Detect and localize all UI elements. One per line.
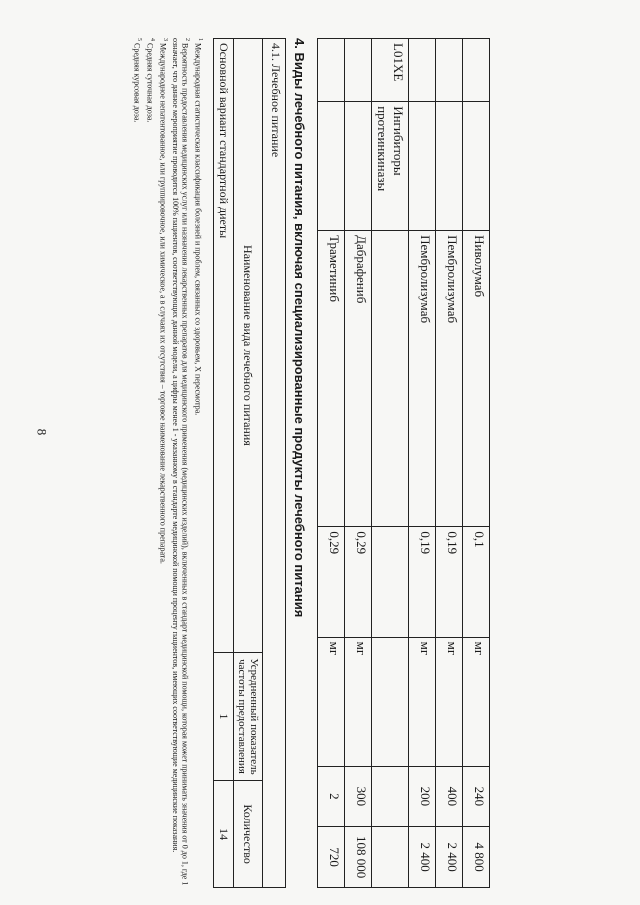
drug-unit-cell: мг xyxy=(436,637,463,766)
table-row xyxy=(463,39,490,888)
drug-daily-dose-cell: 200 xyxy=(409,766,436,827)
footnote: $^3$ Международное непатентованное, или группировочное, или химическое, а в случаях их отсутствия – торговое наименование лекарственного препарата. xyxy=(158,38,168,564)
drug-course-dose-cell xyxy=(372,827,409,888)
drug-code-cell: L01XE xyxy=(372,39,409,102)
diet-col-freq-header: Усредненный показатель частоты предоставления xyxy=(234,652,263,780)
drug-daily-dose-cell xyxy=(372,766,409,827)
drug-name-cell: Пембролизумаб xyxy=(409,231,436,527)
table-row xyxy=(318,39,345,888)
table-row xyxy=(345,39,372,888)
drug-code-cell xyxy=(345,39,372,102)
drug-frequency-cell: 0,29 xyxy=(345,527,372,637)
footnote: $^5$ Средняя курсовая доза. xyxy=(132,38,143,123)
drug-group-cell xyxy=(409,102,436,231)
drug-unit-cell: мг xyxy=(345,637,372,766)
table-row xyxy=(214,39,234,888)
drug-frequency-cell: 0,19 xyxy=(409,527,436,637)
drug-unit-cell: мг xyxy=(318,637,345,766)
diet-col-name-header: Наименование вида лечебного питания xyxy=(234,39,263,653)
drug-daily-dose-cell: 2 xyxy=(318,766,345,827)
diet-table xyxy=(213,38,286,888)
drug-code-cell xyxy=(463,39,490,102)
drug-course-dose-cell: 2 400 xyxy=(436,827,463,888)
drug-unit-cell xyxy=(372,637,409,766)
drug-daily-dose-cell: 240 xyxy=(463,766,490,827)
page-number: 8 xyxy=(34,428,50,436)
drug-table xyxy=(317,38,490,888)
drug-group-cell xyxy=(318,102,345,231)
drug-frequency-cell: 0,1 xyxy=(463,527,490,637)
drug-code-cell xyxy=(318,39,345,102)
table-row xyxy=(409,39,436,888)
drug-name-cell: Пембролизумаб xyxy=(436,231,463,527)
table-row xyxy=(372,39,409,888)
drug-group-cell: Ингибиторы протеинкиназы xyxy=(372,102,409,231)
drug-course-dose-cell: 4 800 xyxy=(463,827,490,888)
diet-freq-cell: 1 xyxy=(214,652,234,780)
landscape-content xyxy=(60,38,490,888)
drug-frequency-cell: 0,29 xyxy=(318,527,345,637)
drug-name-cell: Траметиниб xyxy=(318,231,345,527)
drug-unit-cell: мг xyxy=(409,637,436,766)
footnote: $^1$ Международная статистическая классификация болезней и проблем, связанных со здоровьем, X пересмотра. xyxy=(193,38,203,416)
drug-unit-cell: мг xyxy=(463,637,490,766)
drug-name-cell: Дабрафениб xyxy=(345,231,372,527)
diet-col-qty-header: Количество xyxy=(234,781,263,888)
drug-daily-dose-cell: 300 xyxy=(345,766,372,827)
diet-name-cell: Основной вариант стандартной диеты xyxy=(214,39,234,653)
footnotes xyxy=(132,38,205,888)
footnote: $^2$ Вероятность предоставления медицинских услуг или назначения лекарственных препаратов для медицинского применения (медицинских изделий), включенных в стандарт медицинской помощи, которая может принимать значения от 0 до 1, где 1 означает, что данное мероприятие проводится 100% пациентов, соответствующих данной модели, а цифры менее 1 - указанному в стандарте медицинской помощи проценту пациентов, имеющих соответствующие медицинские показания. xyxy=(170,38,191,886)
drug-course-dose-cell: 108 000 xyxy=(345,827,372,888)
table-row xyxy=(436,39,463,888)
drug-code-cell xyxy=(436,39,463,102)
drug-group-cell xyxy=(436,102,463,231)
footnote: $^4$ Средняя суточная доза. xyxy=(145,38,156,123)
drug-group-cell xyxy=(463,102,490,231)
drug-daily-dose-cell: 400 xyxy=(436,766,463,827)
drug-name-cell: Ниволумаб xyxy=(463,231,490,527)
section-4-heading: 4. Виды лечебного питания, включая специализированные продукты лечебного питания xyxy=(292,38,307,618)
diet-subheading: 4.1. Лечебное питание xyxy=(263,39,286,888)
drug-course-dose-cell: 720 xyxy=(318,827,345,888)
diet-qty-cell: 14 xyxy=(214,781,234,888)
drug-group-cell xyxy=(345,102,372,231)
drug-code-cell xyxy=(409,39,436,102)
drug-frequency-cell xyxy=(372,527,409,637)
drug-name-cell xyxy=(372,231,409,527)
drug-course-dose-cell: 2 400 xyxy=(409,827,436,888)
drug-frequency-cell: 0,19 xyxy=(436,527,463,637)
